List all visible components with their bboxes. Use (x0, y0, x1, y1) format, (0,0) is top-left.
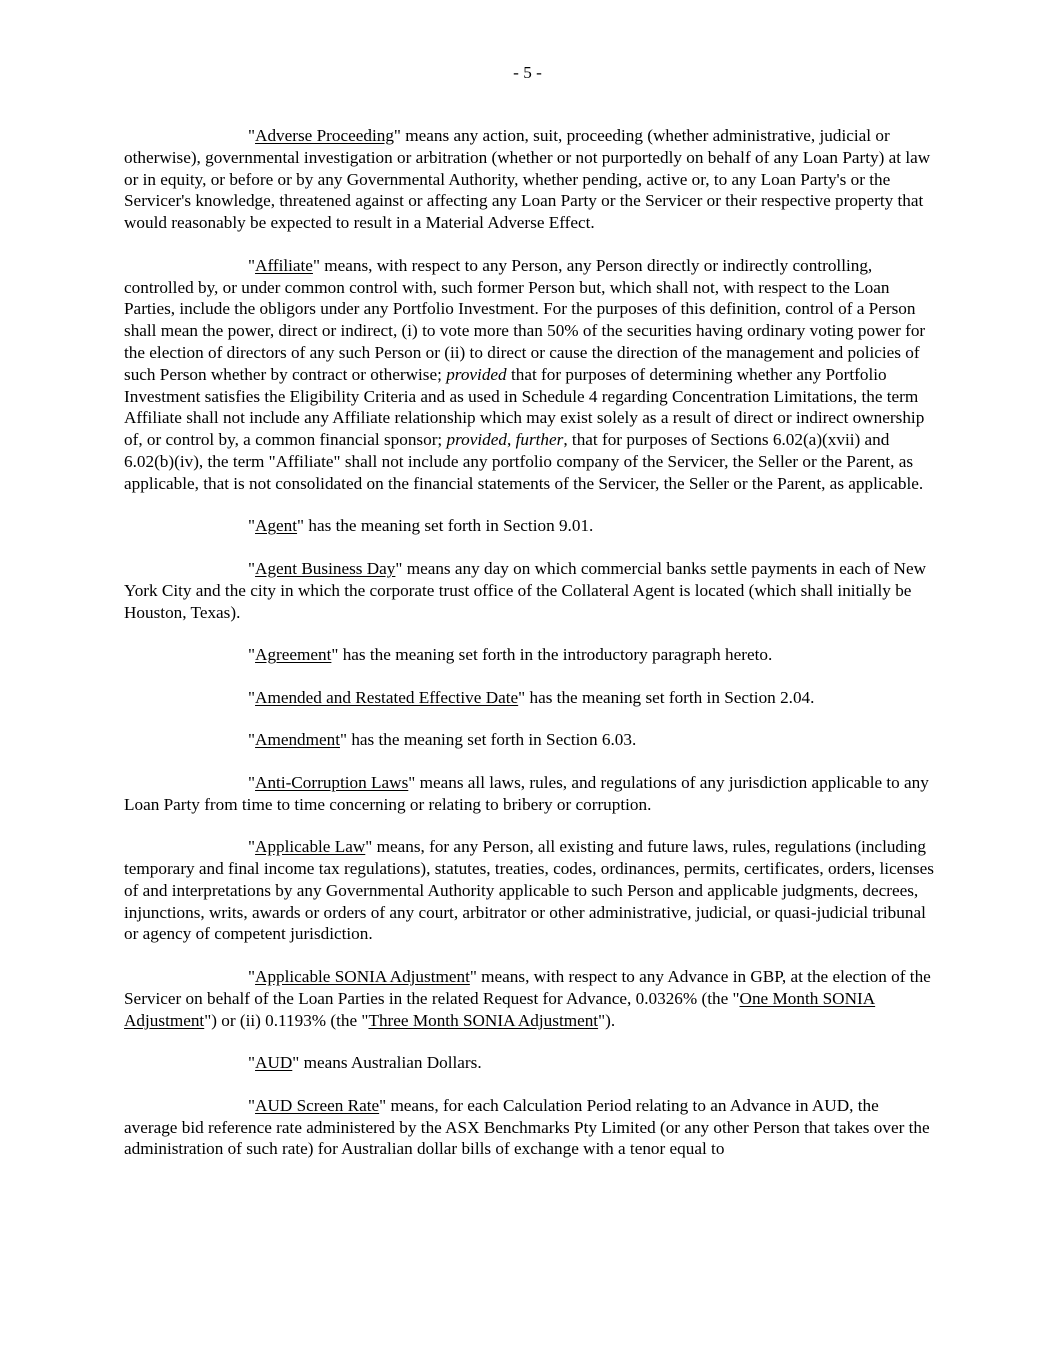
defined-term: Agent (255, 516, 298, 536)
defined-term: Amendment (255, 730, 340, 750)
definition-text: " has the meaning set forth in Section 6.03. (340, 730, 637, 750)
defined-term: Three Month SONIA Adjustment (368, 1010, 599, 1030)
definition-text: " means, with respect to any Person, any Person directly or indirectly controlling, controlled by, or under common control with, such former Person but, which shall not, with respect to the Loan Parties, include the obligors under any Portfolio Investment. For the purposes of this definition, control of a Person shall mean the power, direct or indirect, (i) to vote more than 50% of the securities having ordinary voting power for the election of directors of any such Person or (ii) to direct or cause the direction of the management and policies of such Person whether by contract or otherwise; (124, 255, 926, 384)
italic-word: provided (446, 364, 507, 384)
definition-affiliate: "Affiliate" means, with respect to any Person, any Person directly or indirectly controlling, controlled by, or under common control with, such former Person but, which shall not, with respect to the Loan Parties, include the obligors under any Portfolio Investment. For the purposes of this definition, control of a Person shall mean the power, direct or indirect, (i) to vote more than 50% of the securities having ordinary voting power for the election of directors of any such Person or (ii) to direct or cause the direction of the management and policies of such Person whether by contract or otherwise; provided that for purposes of determining whether any Portfolio Investment satisfies the Eligibility Criteria and as used in Schedule 4 regarding Concentration Limitations, the term Affiliate shall not include any Affiliate relationship which may exist solely as a result of direct or indirect ownership of, or control by, a common financial sponsor; provided, further, that for purposes of Sections 6.02(a)(xvii) and 6.02(b)(iv), the term "Affiliate" shall not include any portfolio company of the Servicer, the Seller or the Parent, as applicable, that is not consolidated on the financial statements of the Servicer, the Seller or the Parent, as applicable. (124, 255, 926, 493)
defined-term: Affiliate (255, 255, 313, 275)
defined-term: AUD Screen Rate (255, 1095, 380, 1115)
definition-agreement: "Agreement" has the meaning set forth in the introductory paragraph hereto. (248, 645, 773, 665)
definition-text: " means, with respect to any Advance in GBP, at the election of the Servicer on behalf of the Loan Parties in the related Request for Advance, 0.0326% (the " (124, 967, 931, 1008)
definition-text: "). (598, 1010, 616, 1030)
definition-aud-screen-rate: "AUD Screen Rate" means, for each Calculation Period relating to an Advance in AUD, the average bid reference rate administered by the ASX Benchmarks Pty Limited (or any other Person that takes over the administration of such rate) for Australian dollar bills of exchange with a tenor equal to (124, 1095, 930, 1159)
defined-term: Anti-Corruption Laws (255, 772, 409, 792)
definition-amended-restated-effective-date: "Amended and Restated Effective Date" has the meaning set forth in Section 2.04. (248, 687, 815, 707)
italic-word: provided (446, 430, 507, 450)
definition-text: " means, for any Person, all existing and future laws, rules, regulations (including temporary and final income tax regulations), statutes, treaties, codes, ordinances, permits, certificates, orders, licenses of and interpretations by any Governmental Authority applicable to such Person and applicable judgments, decrees, injunctions, writs, awards or orders of any court, arbitrator or other administrative, judicial, or quasi-judicial tribunal or agency of competent jurisdiction. (124, 837, 934, 944)
italic-word: further (515, 430, 564, 450)
definition-agent: "Agent" has the meaning set forth in Section 9.01. (248, 516, 594, 536)
definition-amendment: "Amendment" has the meaning set forth in Section 6.03. (248, 730, 637, 750)
defined-term: Agent Business Day (255, 558, 396, 578)
definition-adverse-proceeding: "Adverse Proceeding" means any action, suit, proceeding (whether administrative, judicial or otherwise), governmental investigation or arbitration (whether or not purportedly on behalf of any Loan Party) at law or in equity, or before or by any Governmental Authority, whether pending, active or, to any Loan Party's or the Servicer's knowledge, threatened against or affecting any Loan Party or the Servicer or their respective property that would reasonably be expected to result in a Material Adverse Effect. (124, 126, 931, 233)
definition-agent-business-day: "Agent Business Day" means any day on which commercial banks settle payments in each of New York City and the city in which the corporate trust office of the Collateral Agent is located (which shall initially be Houston, Texas). (124, 558, 926, 622)
page-number: - 5 - (513, 63, 542, 82)
definition-aud: "AUD" means Australian Dollars. (248, 1053, 482, 1073)
definition-text: " means all laws, rules, and regulations of any jurisdiction applicable to any Loan Party from time to time concerning or relating to bribery or corruption. (124, 772, 929, 814)
definition-text: " means any day on which commercial banks settle payments in each of New York City and the city in which the corporate trust office of the Collateral Agent is located (which shall initially be Houston, Texas). (124, 558, 926, 622)
definition-text: ") or (ii) 0.1193% (the " (204, 1010, 369, 1030)
definition-applicable-law: "Applicable Law" means, for any Person, all existing and future laws, rules, regulations (including temporary and final income tax regulations), statutes, treaties, codes, ordinances, permits, certificates, orders, licenses of and interpretations by any Governmental Authority applicable to such Person and applicable judgments, decrees, injunctions, writs, awards or orders of any court, arbitrator or other administrative, judicial, or quasi-judicial tribunal or agency of competent jurisdiction. (124, 837, 934, 944)
defined-term: Applicable Law (255, 837, 366, 857)
definition-text: " means any action, suit, proceeding (whether administrative, judicial or otherwise), governmental investigation or arbitration (whether or not purportedly on behalf of any Loan Party) at law or in equity, or before or by any Governmental Authority, whether pending, active or, to any Loan Party's or the Servicer's knowledge, threatened against or affecting any Loan Party or the Servicer or their respective property that would reasonably be expected to result in a Material Adverse Effect. (124, 126, 931, 233)
definition-text: , that for purposes of Sections 6.02(a)(xvii) and 6.02(b)(iv), the term "Affiliate" shall not include any portfolio company of the Servicer, the Seller or the Parent, as applicable, that is not consolidated on the financial statements of the Servicer, the Seller or the Parent, as applicable. (124, 430, 924, 493)
definition-text: " has the meaning set forth in Section 9.01. (297, 516, 594, 536)
defined-term: Applicable SONIA Adjustment (255, 967, 470, 987)
defined-term: Adverse Proceeding (255, 126, 394, 145)
definition-text: " has the meaning set forth in Section 2.04. (518, 687, 815, 707)
defined-term: AUD (255, 1053, 293, 1073)
defined-term: One Month SONIA Adjustment (124, 988, 876, 1030)
definitions-section (124, 125, 936, 1181)
definition-anti-corruption-laws: "Anti-Corruption Laws" means all laws, rules, and regulations of any jurisdiction applicable to any Loan Party from time to time concerning or relating to bribery or corruption. (124, 772, 929, 814)
definition-text: " has the meaning set forth in the introductory paragraph hereto. (331, 645, 773, 665)
defined-term: Agreement (255, 645, 332, 665)
definition-text: that for purposes of determining whether any Portfolio Investment satisfies the Eligibility Criteria and as used in Schedule 4 regarding Concentration Limitations, the term Affiliate shall not include any Affiliate relationship which may exist solely as a result of direct or indirect ownership of, or control by, a common financial sponsor; (124, 364, 925, 450)
definition-text: " means, for each Calculation Period relating to an Advance in AUD, the average bid reference rate administered by the ASX Benchmarks Pty Limited (or any other Person that takes over the administration of such rate) for Australian dollar bills of exchange with a tenor equal to (124, 1095, 930, 1159)
definition-applicable-sonia-adjustment: "Applicable SONIA Adjustment" means, with respect to any Advance in GBP, at the election of the Servicer on behalf of the Loan Parties in the related Request for Advance, 0.0326% (the "One Month SONIA Adjustment") or (ii) 0.1193% (the "Three Month SONIA Adjustment"). (124, 967, 931, 1030)
definition-text: " means Australian Dollars. (292, 1053, 482, 1073)
defined-term: Amended and Restated Effective Date (255, 687, 519, 707)
separator-text: , (506, 430, 516, 450)
